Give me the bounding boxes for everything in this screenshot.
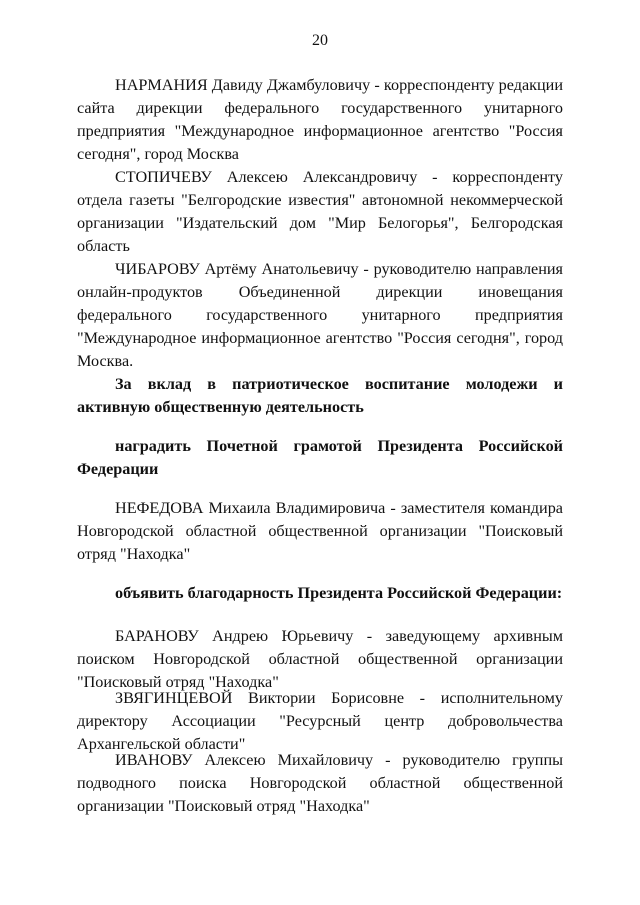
award-entry-ivanov: ИВАНОВУ Алексею Михайловичу - руководителю группы подводного поиска Новгородской областной общественной организации "Поисковый отряд "Находка" — [77, 751, 563, 815]
award-type-certificate: наградить Почетной грамотой Президента Российской Федерации — [77, 437, 563, 478]
award-entry-stopichev: СТОПИЧЕВУ Алексею Александровичу - корреспонденту отдела газеты "Белгородские известия" автономной некоммерческой организации "Издательский дом "Мир Белогорья", Белгородская область — [77, 168, 563, 255]
page-number: 20 — [312, 32, 328, 49]
award-entry-zvyagintseva: ЗВЯГИНЦЕВОЙ Виктории Борисовне - исполнительному директору Ассоциации "Ресурсный центр добровольчества Архангельской области" — [77, 689, 563, 753]
section-heading-patriotic: За вклад в патриотическое воспитание молодежи и активную общественную деятельность — [77, 375, 563, 416]
award-entry-baranova: БАРАНОВУ Андрею Юрьевичу - заведующему архивным поиском Новгородской областной общественной организации "Поисковый отряд "Находка" — [77, 627, 563, 691]
award-type-gratitude: объявить благодарность Президента Российской Федерации: — [115, 584, 563, 602]
award-entry-nefedov: НЕФЕДОВА Михаила Владимировича - заместителя командира Новгородской областной общественной организации "Поисковый отряд "Находка" — [77, 499, 563, 563]
award-entry-narmaniya: НАРМАНИЯ Давиду Джамбуловичу - корреспонденту редакции сайта дирекции федерального государственного унитарного предприятия "Международное информационное агентство "Россия сегодня", город Москва — [77, 76, 563, 163]
award-entry-chibarov: ЧИБАРОВУ Артёму Анатольевичу - руководителю направления онлайн-продуктов Объединенной дирекции иновещания федерального государственного унитарного предприятия "Международное информационное агентство "Россия сегодня", город Москва. — [77, 260, 563, 370]
